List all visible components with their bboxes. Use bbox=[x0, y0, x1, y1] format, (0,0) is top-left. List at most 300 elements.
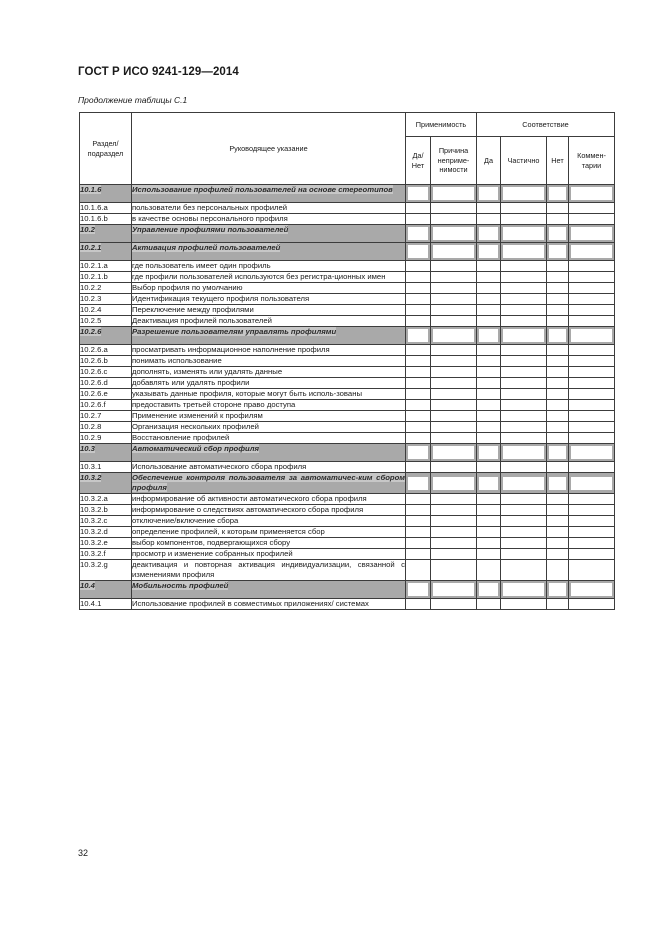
comments-cell[interactable] bbox=[569, 345, 615, 356]
applicable-cell[interactable] bbox=[406, 538, 431, 549]
applicable-cell[interactable] bbox=[406, 560, 431, 581]
row-guidance-text: Активация профилей пользователей bbox=[132, 243, 281, 252]
partial-cell[interactable] bbox=[501, 411, 547, 422]
blank-cell-fill bbox=[408, 187, 428, 200]
partial-cell[interactable] bbox=[501, 378, 547, 389]
comments-cell[interactable] bbox=[569, 283, 615, 294]
applicable-cell[interactable] bbox=[406, 203, 431, 214]
reason-cell[interactable] bbox=[431, 378, 477, 389]
blank-cell-fill bbox=[549, 329, 566, 342]
row-guidance bbox=[132, 462, 406, 473]
blank-cell-fill bbox=[479, 329, 498, 342]
reason-cell[interactable] bbox=[431, 411, 477, 422]
no-cell[interactable] bbox=[547, 327, 569, 345]
row-code bbox=[80, 243, 132, 261]
row-guidance bbox=[132, 261, 406, 272]
comments-cell[interactable] bbox=[569, 462, 615, 473]
yes-cell[interactable] bbox=[477, 261, 501, 272]
comments-cell[interactable] bbox=[569, 505, 615, 516]
no-cell[interactable] bbox=[547, 400, 569, 411]
row-guidance-text: отключение/включение сбора bbox=[132, 516, 239, 525]
no-cell[interactable] bbox=[547, 305, 569, 316]
row-guidance bbox=[132, 433, 406, 444]
row-guidance bbox=[132, 389, 406, 400]
table-row bbox=[80, 505, 615, 516]
blank-cell-fill bbox=[571, 245, 612, 258]
partial-cell[interactable] bbox=[501, 400, 547, 411]
table-row bbox=[80, 599, 615, 610]
yes-cell[interactable] bbox=[477, 378, 501, 389]
comments-cell[interactable] bbox=[569, 327, 615, 345]
reason-cell[interactable] bbox=[431, 225, 477, 243]
applicable-cell[interactable] bbox=[406, 185, 431, 203]
row-guidance bbox=[132, 356, 406, 367]
no-cell[interactable] bbox=[547, 378, 569, 389]
blank-cell-fill bbox=[433, 329, 474, 342]
partial-cell[interactable] bbox=[501, 473, 547, 494]
row-code bbox=[80, 305, 132, 316]
yes-cell[interactable] bbox=[477, 400, 501, 411]
comments-cell[interactable] bbox=[569, 560, 615, 581]
applicable-cell[interactable] bbox=[406, 356, 431, 367]
partial-cell[interactable] bbox=[501, 345, 547, 356]
comments-cell[interactable] bbox=[569, 305, 615, 316]
comments-cell[interactable] bbox=[569, 549, 615, 560]
reason-cell[interactable] bbox=[431, 367, 477, 378]
row-guidance bbox=[132, 422, 406, 433]
applicable-cell[interactable] bbox=[406, 243, 431, 261]
applicable-cell[interactable] bbox=[406, 345, 431, 356]
applicable-cell[interactable] bbox=[406, 214, 431, 225]
yes-cell[interactable] bbox=[477, 214, 501, 225]
partial-cell[interactable] bbox=[501, 305, 547, 316]
partial-cell[interactable] bbox=[501, 444, 547, 462]
blank-cell-fill bbox=[571, 187, 612, 200]
partial-cell[interactable] bbox=[501, 422, 547, 433]
row-code bbox=[80, 367, 132, 378]
partial-cell[interactable] bbox=[501, 367, 547, 378]
partial-cell[interactable] bbox=[501, 225, 547, 243]
no-cell[interactable] bbox=[547, 272, 569, 283]
table-row bbox=[80, 378, 615, 389]
reason-cell[interactable] bbox=[431, 185, 477, 203]
applicable-cell[interactable] bbox=[406, 400, 431, 411]
yes-cell[interactable] bbox=[477, 433, 501, 444]
yes-cell[interactable] bbox=[477, 560, 501, 581]
row-code bbox=[80, 494, 132, 505]
comments-cell[interactable] bbox=[569, 422, 615, 433]
comments-cell[interactable] bbox=[569, 389, 615, 400]
blank-cell-fill bbox=[549, 187, 566, 200]
table-row bbox=[80, 367, 615, 378]
row-code-text: 10.2.2 bbox=[80, 283, 102, 292]
no-cell[interactable] bbox=[547, 389, 569, 400]
row-guidance bbox=[132, 538, 406, 549]
blank-cell-fill bbox=[571, 477, 612, 490]
row-code bbox=[80, 516, 132, 527]
row-guidance-text: где профили пользователей используются без регистра-ционных имен bbox=[132, 272, 386, 281]
no-cell[interactable] bbox=[547, 422, 569, 433]
blank-cell-fill bbox=[571, 329, 612, 342]
row-code bbox=[80, 538, 132, 549]
row-code bbox=[80, 272, 132, 283]
partial-cell[interactable] bbox=[501, 389, 547, 400]
yes-cell[interactable] bbox=[477, 243, 501, 261]
section-row bbox=[80, 473, 615, 494]
partial-cell[interactable] bbox=[501, 538, 547, 549]
comments-cell[interactable] bbox=[569, 214, 615, 225]
partial-cell[interactable] bbox=[501, 549, 547, 560]
yes-cell[interactable] bbox=[477, 305, 501, 316]
yes-cell[interactable] bbox=[477, 345, 501, 356]
applicable-cell[interactable] bbox=[406, 422, 431, 433]
yes-cell[interactable] bbox=[477, 581, 501, 599]
applicable-cell[interactable] bbox=[406, 327, 431, 345]
row-code-text: 10.3.2 bbox=[80, 473, 102, 482]
yes-cell[interactable] bbox=[477, 316, 501, 327]
comments-cell[interactable] bbox=[569, 225, 615, 243]
partial-cell[interactable] bbox=[501, 294, 547, 305]
blank-cell-fill bbox=[408, 245, 428, 258]
yes-cell[interactable] bbox=[477, 444, 501, 462]
no-cell[interactable] bbox=[547, 367, 569, 378]
yes-cell[interactable] bbox=[477, 494, 501, 505]
table-row bbox=[80, 494, 615, 505]
yes-cell[interactable] bbox=[477, 225, 501, 243]
yes-cell[interactable] bbox=[477, 294, 501, 305]
comments-cell[interactable] bbox=[569, 599, 615, 610]
applicable-cell[interactable] bbox=[406, 378, 431, 389]
row-guidance-text: информирование об активности автоматического сбора профиля bbox=[132, 494, 367, 503]
row-code-text: 10.2.6.c bbox=[80, 367, 108, 376]
reason-cell[interactable] bbox=[431, 389, 477, 400]
yes-cell[interactable] bbox=[477, 527, 501, 538]
partial-cell[interactable] bbox=[501, 243, 547, 261]
partial-cell[interactable] bbox=[501, 214, 547, 225]
yes-cell[interactable] bbox=[477, 473, 501, 494]
no-cell[interactable] bbox=[547, 473, 569, 494]
applicable-cell[interactable] bbox=[406, 305, 431, 316]
yes-cell[interactable] bbox=[477, 462, 501, 473]
row-guidance bbox=[132, 185, 406, 203]
no-cell[interactable] bbox=[547, 356, 569, 367]
comments-cell[interactable] bbox=[569, 378, 615, 389]
yes-cell[interactable] bbox=[477, 203, 501, 214]
row-guidance-text: Автоматический сбор профиля bbox=[132, 444, 260, 453]
blank-cell-fill bbox=[479, 583, 498, 596]
no-cell[interactable] bbox=[547, 462, 569, 473]
comments-cell[interactable] bbox=[569, 261, 615, 272]
comments-cell[interactable] bbox=[569, 411, 615, 422]
table-row bbox=[80, 356, 615, 367]
row-code-text: 10.2.5 bbox=[80, 316, 102, 325]
partial-cell[interactable] bbox=[501, 327, 547, 345]
reason-cell[interactable] bbox=[431, 316, 477, 327]
yes-cell[interactable] bbox=[477, 422, 501, 433]
applicable-cell[interactable] bbox=[406, 494, 431, 505]
row-code bbox=[80, 356, 132, 367]
comments-cell[interactable] bbox=[569, 538, 615, 549]
row-code bbox=[80, 203, 132, 214]
applicable-cell[interactable] bbox=[406, 283, 431, 294]
yes-cell[interactable] bbox=[477, 516, 501, 527]
partial-cell[interactable] bbox=[501, 261, 547, 272]
blank-cell-fill bbox=[549, 245, 566, 258]
applicable-cell[interactable] bbox=[406, 444, 431, 462]
row-guidance-text: понимать использование bbox=[132, 356, 222, 365]
row-guidance bbox=[132, 294, 406, 305]
reason-cell[interactable] bbox=[431, 203, 477, 214]
no-cell[interactable] bbox=[547, 581, 569, 599]
reason-cell[interactable] bbox=[431, 581, 477, 599]
applicable-cell[interactable] bbox=[406, 411, 431, 422]
row-code-text: 10.4 bbox=[80, 581, 95, 590]
row-guidance-text: Восстановление профилей bbox=[132, 433, 230, 442]
header-no: Нет bbox=[547, 137, 569, 185]
blank-cell-fill bbox=[433, 477, 474, 490]
no-cell[interactable] bbox=[547, 225, 569, 243]
partial-cell[interactable] bbox=[501, 356, 547, 367]
yes-cell[interactable] bbox=[477, 411, 501, 422]
reason-cell[interactable] bbox=[431, 294, 477, 305]
yes-cell[interactable] bbox=[477, 272, 501, 283]
yes-cell[interactable] bbox=[477, 389, 501, 400]
row-code-text: 10.3.2.d bbox=[80, 527, 108, 536]
yes-cell[interactable] bbox=[477, 505, 501, 516]
compliance-table bbox=[79, 112, 615, 610]
no-cell[interactable] bbox=[547, 294, 569, 305]
blank-cell-fill bbox=[549, 446, 566, 459]
blank-cell-fill bbox=[503, 245, 544, 258]
comments-cell[interactable] bbox=[569, 316, 615, 327]
reason-cell[interactable] bbox=[431, 538, 477, 549]
no-cell[interactable] bbox=[547, 549, 569, 560]
row-guidance bbox=[132, 505, 406, 516]
applicable-cell[interactable] bbox=[406, 527, 431, 538]
row-code bbox=[80, 294, 132, 305]
yes-cell[interactable] bbox=[477, 367, 501, 378]
comments-cell[interactable] bbox=[569, 243, 615, 261]
row-code bbox=[80, 473, 132, 494]
row-code bbox=[80, 527, 132, 538]
comments-cell[interactable] bbox=[569, 494, 615, 505]
reason-cell[interactable] bbox=[431, 243, 477, 261]
yes-cell[interactable] bbox=[477, 327, 501, 345]
no-cell[interactable] bbox=[547, 538, 569, 549]
comments-cell[interactable] bbox=[569, 356, 615, 367]
partial-cell[interactable] bbox=[501, 581, 547, 599]
blank-cell-fill bbox=[479, 245, 498, 258]
reason-cell[interactable] bbox=[431, 272, 477, 283]
comments-cell[interactable] bbox=[569, 272, 615, 283]
section-row bbox=[80, 444, 615, 462]
row-guidance bbox=[132, 225, 406, 243]
partial-cell[interactable] bbox=[501, 185, 547, 203]
blank-cell-fill bbox=[408, 446, 428, 459]
reason-cell[interactable] bbox=[431, 494, 477, 505]
applicable-cell[interactable] bbox=[406, 316, 431, 327]
no-cell[interactable] bbox=[547, 345, 569, 356]
blank-cell-fill bbox=[408, 329, 428, 342]
row-guidance-text: Идентификация текущего профиля пользователя bbox=[132, 294, 310, 303]
row-code-text: 10.3.2.f bbox=[80, 549, 106, 558]
applicable-cell[interactable] bbox=[406, 581, 431, 599]
row-code-text: 10.1.6 bbox=[80, 185, 102, 194]
reason-cell[interactable] bbox=[431, 327, 477, 345]
reason-cell[interactable] bbox=[431, 261, 477, 272]
reason-cell[interactable] bbox=[431, 516, 477, 527]
no-cell[interactable] bbox=[547, 516, 569, 527]
row-code-text: 10.2.3 bbox=[80, 294, 102, 303]
table-row bbox=[80, 411, 615, 422]
yes-cell[interactable] bbox=[477, 185, 501, 203]
applicable-cell[interactable] bbox=[406, 599, 431, 610]
row-guidance-text: Применение изменений к профилям bbox=[132, 411, 263, 420]
row-guidance bbox=[132, 400, 406, 411]
reason-cell[interactable] bbox=[431, 400, 477, 411]
no-cell[interactable] bbox=[547, 185, 569, 203]
blank-cell-fill bbox=[503, 187, 544, 200]
row-code-text: 10.3.2.g bbox=[80, 560, 108, 569]
row-code-text: 10.2.7 bbox=[80, 411, 102, 420]
applicable-cell[interactable] bbox=[406, 389, 431, 400]
comments-cell[interactable] bbox=[569, 444, 615, 462]
no-cell[interactable] bbox=[547, 505, 569, 516]
row-code bbox=[80, 581, 132, 599]
reason-cell[interactable] bbox=[431, 356, 477, 367]
comments-cell[interactable] bbox=[569, 516, 615, 527]
no-cell[interactable] bbox=[547, 599, 569, 610]
header-partial: Частично bbox=[501, 137, 547, 185]
yes-cell[interactable] bbox=[477, 356, 501, 367]
comments-cell[interactable] bbox=[569, 203, 615, 214]
partial-cell[interactable] bbox=[501, 527, 547, 538]
no-cell[interactable] bbox=[547, 316, 569, 327]
reason-cell[interactable] bbox=[431, 560, 477, 581]
partial-cell[interactable] bbox=[501, 560, 547, 581]
no-cell[interactable] bbox=[547, 433, 569, 444]
yes-cell[interactable] bbox=[477, 538, 501, 549]
table-row bbox=[80, 261, 615, 272]
applicable-cell[interactable] bbox=[406, 433, 431, 444]
no-cell[interactable] bbox=[547, 444, 569, 462]
partial-cell[interactable] bbox=[501, 433, 547, 444]
reason-cell[interactable] bbox=[431, 433, 477, 444]
no-cell[interactable] bbox=[547, 261, 569, 272]
row-code bbox=[80, 389, 132, 400]
reason-cell[interactable] bbox=[431, 527, 477, 538]
reason-cell[interactable] bbox=[431, 462, 477, 473]
applicable-cell[interactable] bbox=[406, 462, 431, 473]
applicable-cell[interactable] bbox=[406, 272, 431, 283]
reason-cell[interactable] bbox=[431, 599, 477, 610]
no-cell[interactable] bbox=[547, 527, 569, 538]
table-row bbox=[80, 316, 615, 327]
partial-cell[interactable] bbox=[501, 516, 547, 527]
yes-cell[interactable] bbox=[477, 549, 501, 560]
row-code-text: 10.3.2.c bbox=[80, 516, 108, 525]
no-cell[interactable] bbox=[547, 203, 569, 214]
no-cell[interactable] bbox=[547, 214, 569, 225]
reason-cell[interactable] bbox=[431, 473, 477, 494]
row-guidance-text: пользователи без персональных профилей bbox=[132, 203, 288, 212]
no-cell[interactable] bbox=[547, 283, 569, 294]
comments-cell[interactable] bbox=[569, 367, 615, 378]
reason-cell[interactable] bbox=[431, 444, 477, 462]
no-cell[interactable] bbox=[547, 411, 569, 422]
header-yes-no: Да/ Нет bbox=[406, 137, 431, 185]
reason-cell[interactable] bbox=[431, 549, 477, 560]
blank-cell-fill bbox=[571, 227, 612, 240]
partial-cell[interactable] bbox=[501, 599, 547, 610]
header-reason: Причина непримe-нимости bbox=[431, 137, 477, 185]
reason-cell[interactable] bbox=[431, 305, 477, 316]
partial-cell[interactable] bbox=[501, 316, 547, 327]
blank-cell-fill bbox=[503, 583, 544, 596]
row-code-text: 10.2.6.f bbox=[80, 400, 106, 409]
table-row bbox=[80, 422, 615, 433]
comments-cell[interactable] bbox=[569, 527, 615, 538]
comments-cell[interactable] bbox=[569, 185, 615, 203]
reason-cell[interactable] bbox=[431, 283, 477, 294]
blank-cell-fill bbox=[503, 227, 544, 240]
comments-cell[interactable] bbox=[569, 473, 615, 494]
yes-cell[interactable] bbox=[477, 599, 501, 610]
applicable-cell[interactable] bbox=[406, 294, 431, 305]
partial-cell[interactable] bbox=[501, 494, 547, 505]
yes-cell[interactable] bbox=[477, 283, 501, 294]
row-code-text: 10.3.2.e bbox=[80, 538, 108, 547]
reason-cell[interactable] bbox=[431, 422, 477, 433]
row-code bbox=[80, 444, 132, 462]
applicable-cell[interactable] bbox=[406, 225, 431, 243]
reason-cell[interactable] bbox=[431, 214, 477, 225]
partial-cell[interactable] bbox=[501, 505, 547, 516]
applicable-cell[interactable] bbox=[406, 505, 431, 516]
row-guidance-text: Использование профилей в совместимых приложениях/ системах bbox=[132, 599, 369, 608]
row-guidance bbox=[132, 444, 406, 462]
blank-cell-fill bbox=[433, 583, 474, 596]
row-guidance bbox=[132, 581, 406, 599]
partial-cell[interactable] bbox=[501, 272, 547, 283]
row-guidance-text: информирование о следствиях автоматического сбора профиля bbox=[132, 505, 364, 514]
row-guidance-text: Разрешение пользователям управлять профилями bbox=[132, 327, 337, 336]
no-cell[interactable] bbox=[547, 243, 569, 261]
comments-cell[interactable] bbox=[569, 400, 615, 411]
no-cell[interactable] bbox=[547, 560, 569, 581]
row-guidance bbox=[132, 599, 406, 610]
row-code-text: 10.2.6.d bbox=[80, 378, 108, 387]
applicable-cell[interactable] bbox=[406, 549, 431, 560]
row-guidance-text: в качестве основы персонального профиля bbox=[132, 214, 288, 223]
no-cell[interactable] bbox=[547, 494, 569, 505]
applicable-cell[interactable] bbox=[406, 367, 431, 378]
row-code-text: 10.4.1 bbox=[80, 599, 102, 608]
partial-cell[interactable] bbox=[501, 203, 547, 214]
header-comments: Коммен-тарии bbox=[569, 137, 615, 185]
applicable-cell[interactable] bbox=[406, 261, 431, 272]
comments-cell[interactable] bbox=[569, 433, 615, 444]
comments-cell[interactable] bbox=[569, 294, 615, 305]
blank-cell-fill bbox=[479, 477, 498, 490]
applicable-cell[interactable] bbox=[406, 473, 431, 494]
reason-cell[interactable] bbox=[431, 505, 477, 516]
partial-cell[interactable] bbox=[501, 462, 547, 473]
applicable-cell[interactable] bbox=[406, 516, 431, 527]
comments-cell[interactable] bbox=[569, 581, 615, 599]
partial-cell[interactable] bbox=[501, 283, 547, 294]
reason-cell[interactable] bbox=[431, 345, 477, 356]
